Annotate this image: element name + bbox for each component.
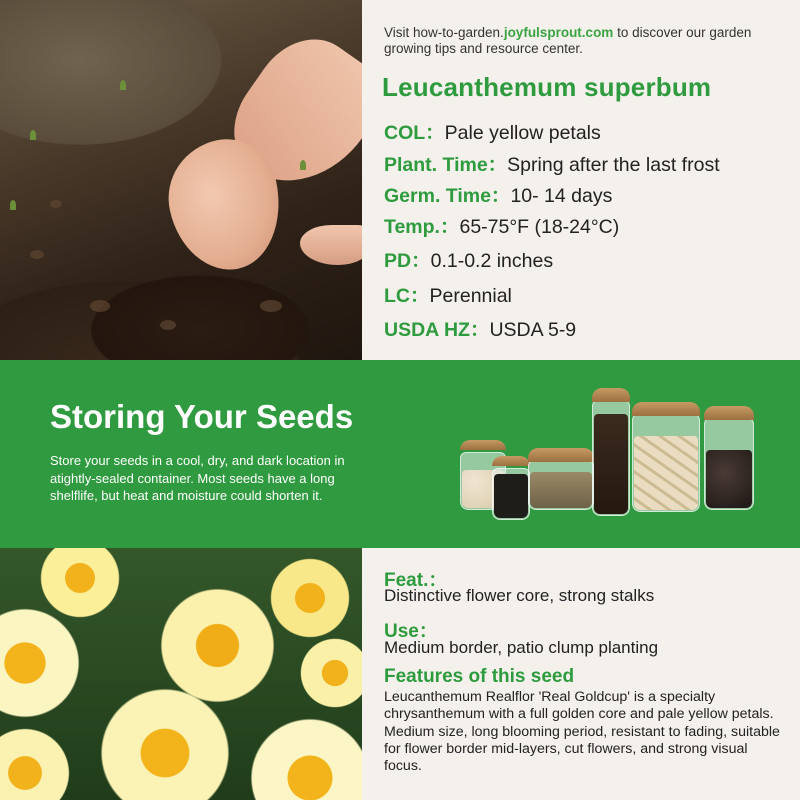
spec-key: Germ. Time：	[384, 185, 511, 207]
feat-value: Distinctive flower core, strong stalks	[384, 586, 655, 605]
spec-key: Plant. Time：	[384, 154, 508, 176]
soil-clump	[50, 200, 62, 208]
sprout	[10, 200, 16, 210]
features-section	[0, 548, 800, 800]
use-label: Use：	[384, 621, 438, 642]
seed-features-description: Leucanthemum Realflor 'Real Goldcup' is a specialty chrysanthemum with a full golden core and pale yellow petals. Medium size, long blooming period, resistant to fading, suitable for flower border mid-layers, cut flowers, and strong visual focus.	[384, 689, 780, 775]
sprout	[30, 130, 36, 140]
spec-value: 65-75°F (18-24°C)	[459, 216, 620, 238]
website-link[interactable]: joyfulsprout.com	[503, 25, 614, 40]
storing-seeds-banner	[0, 360, 800, 548]
spec-planting-depth	[384, 245, 553, 273]
spec-key: PD：	[384, 250, 431, 272]
seed-jar	[592, 388, 630, 516]
spec-plant-time	[384, 149, 720, 177]
daisy-flower	[160, 588, 275, 703]
plant-spec-panel	[362, 0, 800, 360]
visit-suffix: to discover our garden growing tips and resource center.	[384, 25, 752, 56]
daisy-flower	[0, 608, 80, 718]
storing-description: Store your seeds in a cool, dry, and dark location in atightly-sealed container. Most seeds have a long shelflife, but heat and moisture could shorten it.	[50, 453, 345, 503]
plant-name: Leucanthemum superbum	[382, 72, 712, 102]
soil-clump	[260, 300, 282, 312]
seed-jar	[528, 448, 594, 510]
visit-prefix: Visit how-to-garden.	[384, 25, 504, 40]
daisy-flower	[270, 558, 350, 638]
spec-value: Perennial	[429, 285, 512, 307]
soil-clump	[90, 300, 110, 312]
spec-value: 0.1-0.2 inches	[430, 250, 554, 272]
spec-key: LC：	[384, 285, 430, 307]
storing-title: Storing Your Seeds	[50, 398, 354, 435]
use-value: Medium border, patio clump planting	[384, 638, 659, 657]
visit-text	[384, 25, 784, 57]
spec-germ-time	[384, 180, 612, 208]
soil-sowing-photo	[0, 0, 362, 360]
daisy-flowers-photo	[0, 548, 362, 800]
spec-value: Spring after the last frost	[507, 154, 720, 176]
spec-key: Temp.：	[384, 216, 460, 238]
seed-features-label: Features of this seed	[384, 666, 575, 687]
daisy-flower	[100, 688, 230, 800]
spec-key: USDA HZ：	[384, 319, 490, 341]
daisy-flower	[300, 638, 362, 708]
spec-temperature	[384, 211, 619, 239]
spec-key: COL：	[384, 122, 445, 144]
spec-value: Pale yellow petals	[444, 122, 601, 144]
seed-jar	[492, 456, 530, 520]
sprout	[120, 80, 126, 90]
second-hand-image	[300, 225, 362, 265]
spec-life-cycle	[384, 280, 512, 308]
seed-jar	[704, 406, 754, 510]
daisy-flower	[40, 548, 120, 618]
spec-value: USDA 5-9	[489, 319, 577, 341]
plant-info-section	[0, 0, 800, 360]
spec-value: 10- 14 days	[510, 185, 613, 207]
daisy-flower	[250, 718, 362, 800]
seed-jar	[632, 402, 700, 512]
spec-usda-zone	[384, 314, 576, 342]
soil-clump	[30, 250, 44, 259]
sprout	[300, 160, 306, 170]
spec-color	[384, 117, 601, 145]
feat-label: Feat.：	[384, 570, 448, 591]
soil-clump	[160, 320, 176, 330]
daisy-flower	[0, 728, 70, 800]
